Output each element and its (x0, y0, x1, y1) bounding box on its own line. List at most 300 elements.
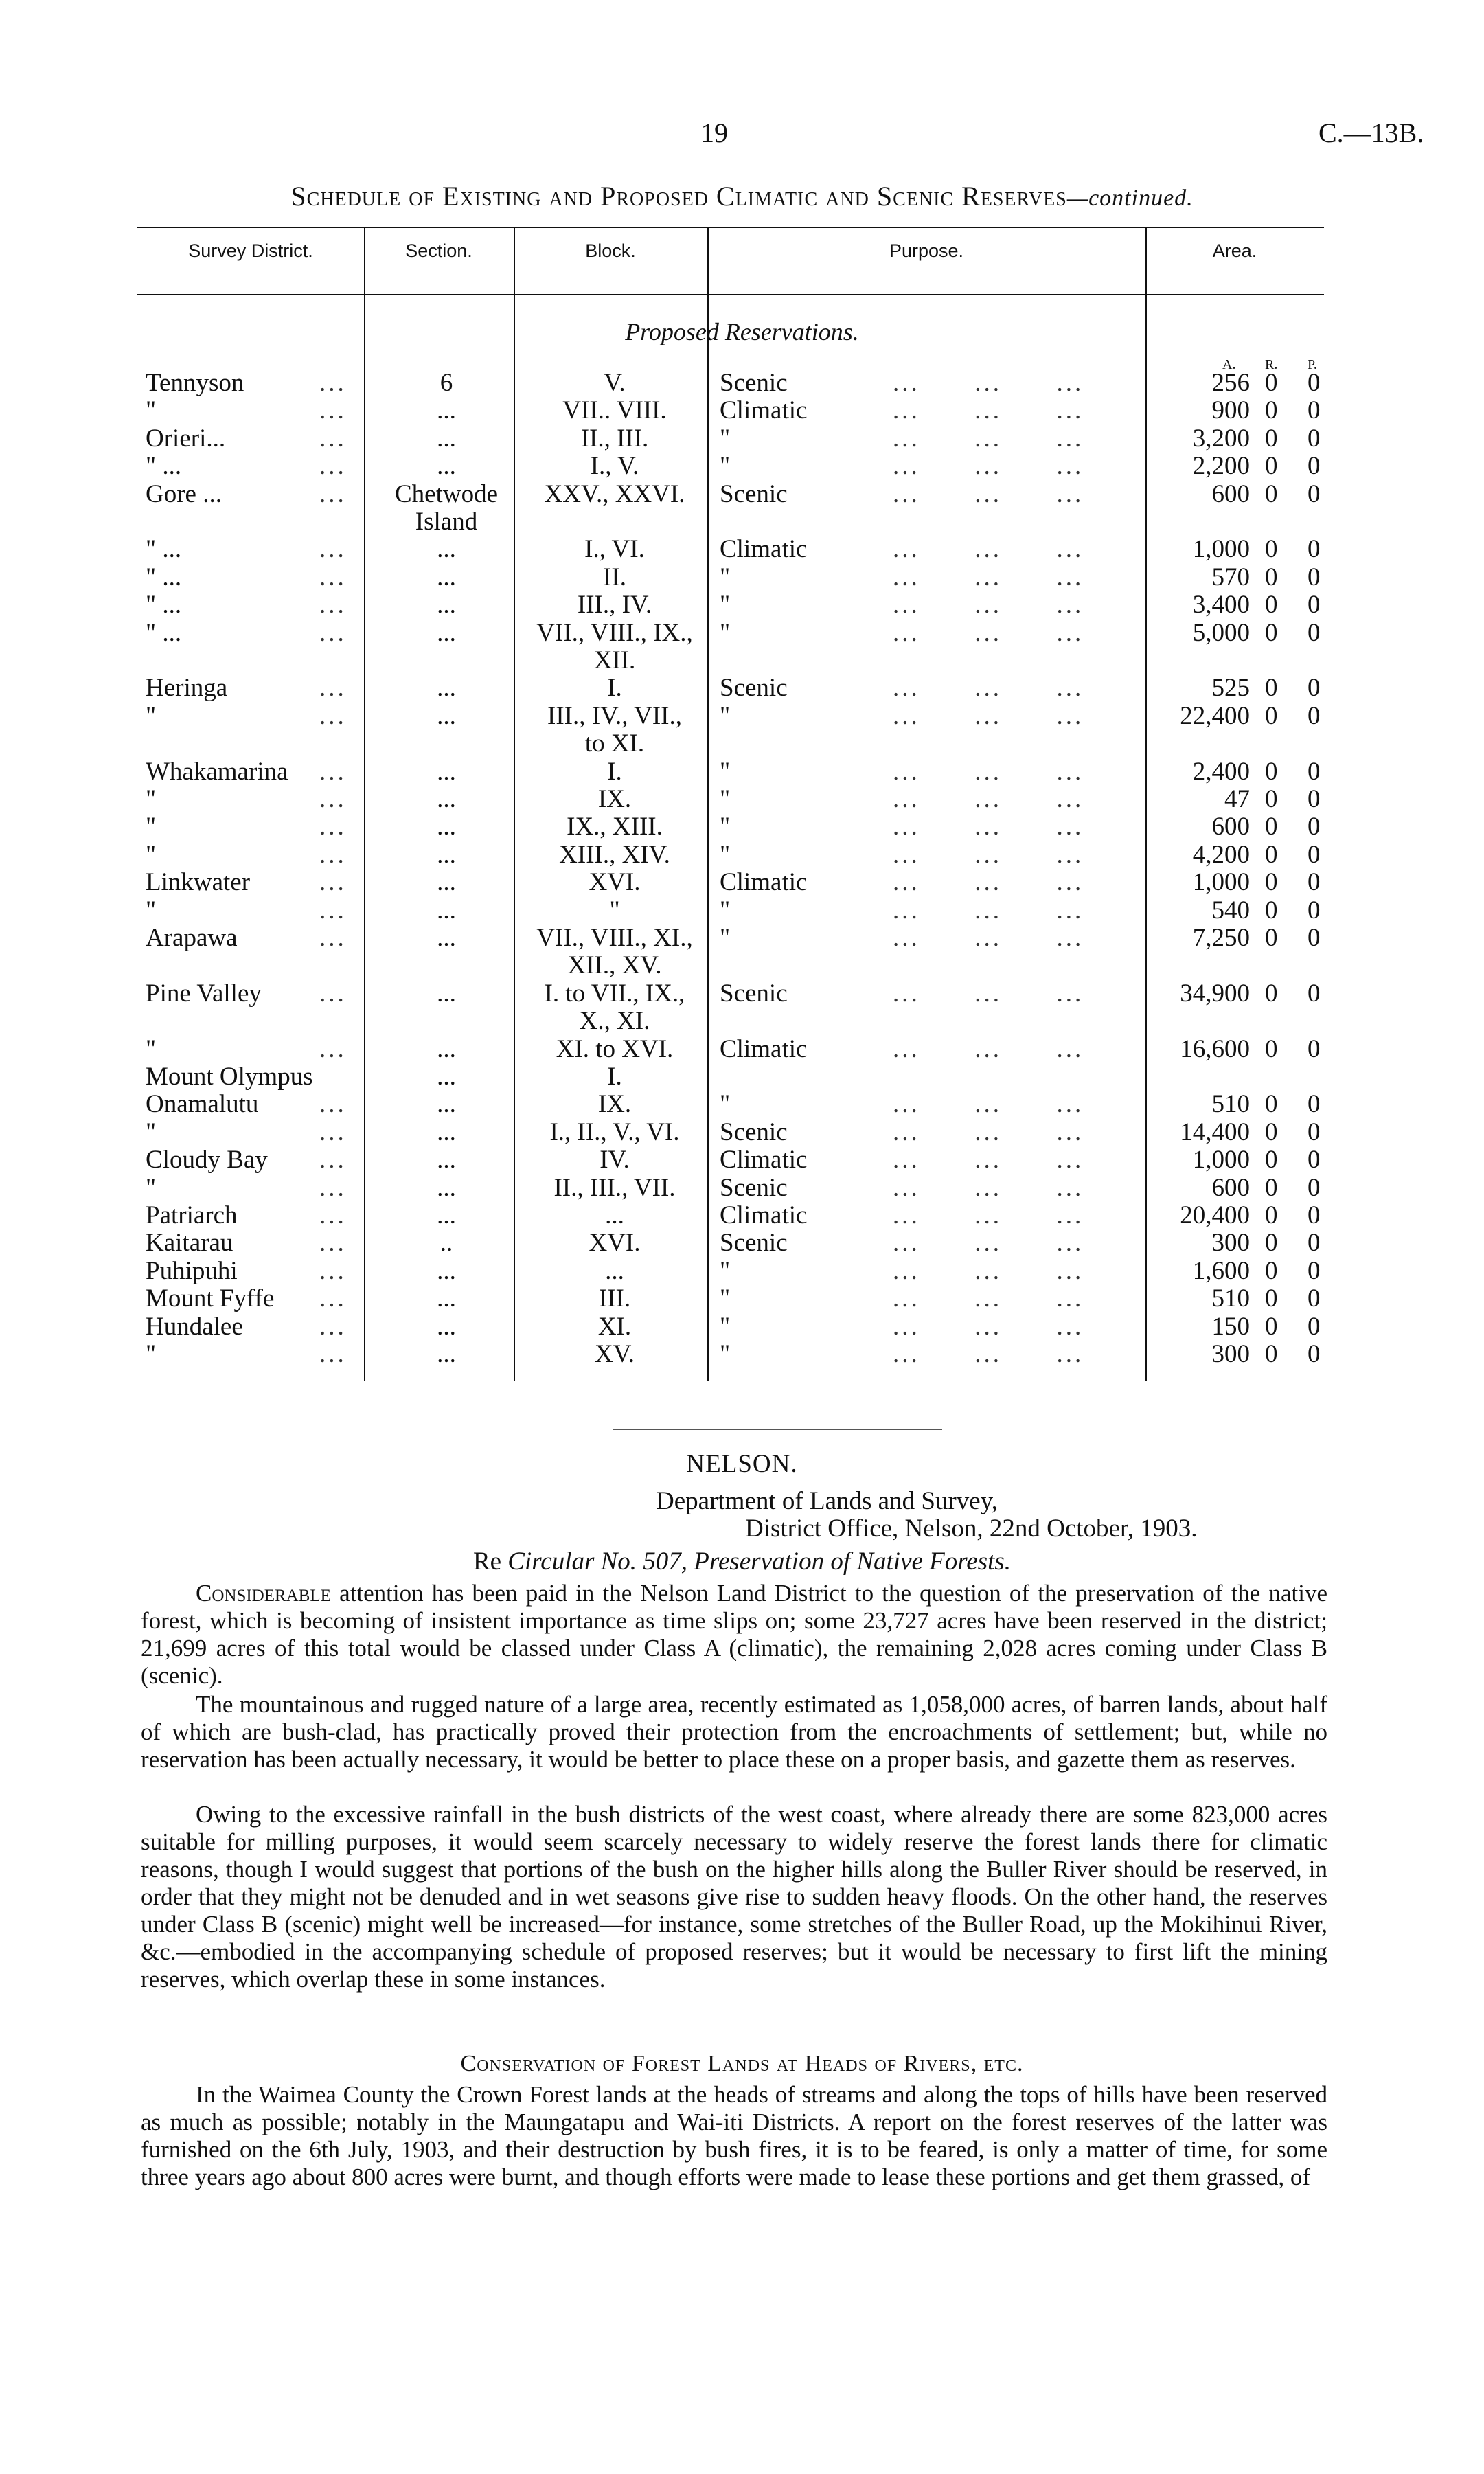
district-cell: Orieri... (146, 424, 226, 453)
purpose-leader-dots: ... ... ... (893, 452, 1084, 481)
block-cell: XXV., XXVI. (544, 479, 685, 508)
section-cell: ... (437, 896, 456, 924)
area-acres-cell: 1,000 (1192, 868, 1250, 897)
area-perches-cell: 0 (1308, 563, 1321, 591)
paragraph-1-lead: Considerable (196, 1580, 331, 1607)
area-perches-cell: 0 (1308, 701, 1321, 730)
area-roods-cell: 0 (1265, 757, 1278, 786)
area-roods-cell: 0 (1265, 896, 1278, 924)
district-leader-dots: ... (319, 1117, 347, 1146)
block-cell: VII., VIII., XI., (536, 924, 693, 952)
section-cell: ... (437, 1201, 456, 1229)
purpose-leader-dots: ... ... ... (893, 924, 1084, 952)
table-row (0, 1174, 1484, 1202)
section-cell: ... (437, 618, 456, 647)
area-roods-cell: 0 (1265, 979, 1278, 1008)
area-acres-cell: 1,000 (1192, 535, 1250, 564)
district-leader-dots: ... (319, 1312, 347, 1341)
area-perches-cell: 0 (1308, 813, 1321, 841)
area-acres-cell: 4,200 (1192, 840, 1250, 869)
district-cell: " ... (146, 535, 182, 564)
area-roods-cell: 0 (1265, 591, 1278, 620)
table-row (0, 1146, 1484, 1174)
table-row (0, 897, 1484, 924)
section-cell: ... (437, 396, 456, 425)
section-cell: ... (437, 1034, 456, 1063)
area-roods-cell: 0 (1265, 701, 1278, 730)
district-leader-dots: ... (319, 674, 347, 703)
area-roods-cell: 0 (1265, 1034, 1278, 1063)
district-cell: " ... (146, 591, 182, 620)
block-cell: I. (607, 1063, 622, 1091)
district-cell: Linkwater (146, 868, 251, 897)
district-cell: " ... (146, 452, 182, 481)
purpose-leader-dots: ... ... ... (893, 674, 1084, 703)
purpose-cell: " (720, 840, 731, 869)
table-row (0, 674, 1484, 702)
block-cell: II., III. (580, 424, 649, 453)
paragraph-3: Owing to the excessive rainfall in the bush districts of the west coast, where already there are some 823,000 acres suitable for milling purposes, it would seem scarcely necessary to widely reserve the forest lands there for climatic reasons, though I would suggest that portions of the bush on the higher hills along the Buller River should be reserved, in order that they might not be denuded and in wet seasons give rise to sudden heavy floods. On the other hand, the reserves under Class B (scenic) might well be increased—for instance, some stretches of the Buller Road, up the Mokihinui River, &c.—embodied in the accompanying schedule of proposed reserves; but it would be necessary to first lift the mining reserves, which overlap these in some instances. (141, 1801, 1327, 1993)
district-leader-dots: ... (319, 896, 347, 924)
district-cell: Patriarch (146, 1201, 238, 1229)
area-acres-cell: 14,400 (1180, 1117, 1250, 1146)
block-cell: V. (604, 369, 626, 397)
page-number: 19 (700, 117, 728, 148)
district-cell: Pine Valley (146, 979, 262, 1008)
purpose-cell: Scenic (720, 369, 788, 397)
table-row (0, 425, 1484, 453)
unit-roods: R. (1265, 357, 1278, 372)
block-cell: XI. (597, 1312, 632, 1341)
area-acres-cell: 7,250 (1192, 924, 1250, 952)
schedule-title-main: Schedule of Existing and Proposed Climatic and Scenic Reserves (290, 181, 1067, 212)
district-cell: " (146, 1034, 157, 1063)
purpose-leader-dots: ... ... ... (893, 785, 1084, 813)
block-cell: XI. to XVI. (556, 1034, 674, 1063)
table-row (0, 841, 1484, 869)
area-acres-cell: 256 (1211, 369, 1250, 397)
purpose-cell: Climatic (720, 1146, 808, 1174)
block-cell: XVI. (589, 868, 641, 897)
block-cell: " (609, 896, 620, 924)
section-cell: ... (437, 452, 456, 481)
area-roods-cell: 0 (1265, 535, 1278, 564)
area-roods-cell: 0 (1265, 868, 1278, 897)
area-acres-cell: 2,400 (1192, 757, 1250, 786)
area-perches-cell: 0 (1308, 424, 1321, 453)
area-acres-cell: 600 (1211, 813, 1250, 841)
area-roods-cell: 0 (1265, 479, 1278, 508)
district-cell: " (146, 785, 157, 813)
block-cell: III. (598, 1284, 631, 1313)
purpose-cell: " (720, 813, 731, 841)
block-cell: I. (607, 674, 622, 703)
purpose-leader-dots: ... ... ... (893, 1146, 1084, 1174)
purpose-cell: " (720, 757, 731, 786)
area-perches-cell: 0 (1308, 1146, 1321, 1174)
area-roods-cell: 0 (1265, 563, 1278, 591)
purpose-leader-dots: ... ... ... (893, 369, 1084, 397)
section-cell: ... (437, 563, 456, 591)
area-perches-cell: 0 (1308, 674, 1321, 703)
area-roods-cell: 0 (1265, 840, 1278, 869)
district-cell: " ... (146, 618, 182, 647)
purpose-leader-dots: ... ... ... (893, 840, 1084, 869)
table-row (0, 1063, 1484, 1091)
section-cell: Island (415, 508, 478, 536)
district-leader-dots: ... (319, 452, 347, 481)
purpose-cell: Scenic (720, 479, 788, 508)
purpose-leader-dots: ... ... ... (893, 1117, 1084, 1146)
district-cell: Puhipuhi (146, 1256, 238, 1285)
table-row (0, 508, 1484, 536)
block-cell: ... (605, 1256, 624, 1285)
table-row (0, 786, 1484, 813)
district-leader-dots: ... (319, 1340, 347, 1368)
district-leader-dots: ... (319, 1201, 347, 1229)
purpose-leader-dots: ... ... ... (893, 618, 1084, 647)
area-acres-cell: 510 (1211, 1090, 1250, 1119)
section-cell: ... (437, 840, 456, 869)
area-roods-cell: 0 (1265, 1256, 1278, 1285)
purpose-leader-dots: ... ... ... (893, 1284, 1084, 1313)
purpose-cell: " (720, 563, 731, 591)
area-perches-cell: 0 (1308, 785, 1321, 813)
area-perches-cell: 0 (1308, 479, 1321, 508)
table-row (0, 980, 1484, 1008)
area-acres-cell: 900 (1211, 396, 1250, 425)
purpose-leader-dots: ... ... ... (893, 701, 1084, 730)
block-cell: IV. (600, 1146, 630, 1174)
district-leader-dots: ... (319, 757, 347, 786)
area-acres-cell: 570 (1211, 563, 1250, 591)
paragraph-4: In the Waimea County the Crown Forest lands at the heads of streams and along the tops of hills have been reserved as much as possible; notably in the Maungatapu and Wai-iti Districts. A report on the forest reserves of the latter was furnished on the 6th July, 1903, and their destruction by bush fires, it is to be feared, is only a matter of time, for some three years ago about 800 acres were burnt, and though efforts were made to lease these portions and get them grassed, of (141, 2081, 1327, 2190)
area-perches-cell: 0 (1308, 924, 1321, 952)
area-perches-cell: 0 (1308, 1256, 1321, 1285)
table-row (0, 730, 1484, 758)
area-perches-cell: 0 (1308, 868, 1321, 897)
district-cell: " (146, 701, 157, 730)
district-leader-dots: ... (319, 1284, 347, 1313)
purpose-leader-dots: ... ... ... (893, 396, 1084, 425)
table-row (0, 564, 1484, 591)
area-roods-cell: 0 (1265, 396, 1278, 425)
purpose-leader-dots: ... ... ... (893, 868, 1084, 897)
area-perches-cell: 0 (1308, 452, 1321, 481)
district-cell: Kaitarau (146, 1229, 233, 1258)
area-acres-cell: 22,400 (1180, 701, 1250, 730)
area-perches-cell: 0 (1308, 1229, 1321, 1258)
area-perches-cell: 0 (1308, 979, 1321, 1008)
table-row (0, 1119, 1484, 1146)
purpose-cell: " (720, 424, 731, 453)
table-row (0, 1285, 1484, 1313)
table-row (0, 869, 1484, 896)
district-leader-dots: ... (319, 591, 347, 620)
district-cell: " (146, 1173, 157, 1202)
purpose-leader-dots: ... ... ... (893, 591, 1084, 620)
block-cell: XIII., XIV. (559, 840, 670, 869)
area-acres-cell: 16,600 (1180, 1034, 1250, 1063)
column-header-area: Area. (1212, 240, 1257, 261)
area-perches-cell: 0 (1308, 1117, 1321, 1146)
table-row (0, 924, 1484, 952)
district-leader-dots: ... (319, 1090, 347, 1119)
area-acres-cell: 5,000 (1192, 618, 1250, 647)
section-cell: ... (437, 1256, 456, 1285)
area-acres-cell: 2,200 (1192, 452, 1250, 481)
purpose-leader-dots: ... ... ... (893, 1229, 1084, 1258)
area-perches-cell: 0 (1308, 396, 1321, 425)
district-leader-dots: ... (319, 924, 347, 952)
block-cell: I. (607, 757, 622, 786)
area-perches-cell: 0 (1308, 1090, 1321, 1119)
section-cell: Chetwode (394, 479, 499, 508)
table-row (0, 1036, 1484, 1063)
circular-reference (0, 1547, 1484, 1576)
section-cell: ... (437, 1117, 456, 1146)
table-row (0, 453, 1484, 480)
district-cell: Arapawa (146, 924, 238, 952)
purpose-leader-dots: ... ... ... (893, 1201, 1084, 1229)
purpose-cell: " (720, 924, 731, 952)
purpose-leader-dots: ... ... ... (893, 813, 1084, 841)
table-row (0, 1258, 1484, 1285)
area-perches-cell: 0 (1308, 757, 1321, 786)
column-header-block: Block. (585, 240, 636, 261)
schedule-title (0, 180, 1484, 212)
area-acres-cell: 540 (1211, 896, 1250, 924)
district-leader-dots: ... (319, 563, 347, 591)
section-cell: ... (437, 674, 456, 703)
block-cell: X., XI. (579, 1007, 650, 1036)
district-leader-dots: ... (319, 979, 347, 1008)
area-roods-cell: 0 (1265, 1117, 1278, 1146)
district-cell: " (146, 396, 157, 425)
area-roods-cell: 0 (1265, 452, 1278, 481)
district-leader-dots: ... (319, 1173, 347, 1202)
area-perches-cell: 0 (1308, 591, 1321, 620)
district-leader-dots: ... (319, 1229, 347, 1258)
area-acres-cell: 1,600 (1192, 1256, 1250, 1285)
purpose-leader-dots: ... ... ... (893, 896, 1084, 924)
block-cell: IX. (597, 785, 632, 813)
block-cell: I., V. (590, 452, 639, 481)
purpose-cell: " (720, 1284, 731, 1313)
paragraph-1 (141, 1580, 1327, 1690)
column-header-purpose: Purpose. (889, 240, 964, 261)
table-row (0, 536, 1484, 563)
district-leader-dots: ... (319, 535, 347, 564)
district-cell: Hundalee (146, 1312, 243, 1341)
area-perches-cell: 0 (1308, 1201, 1321, 1229)
area-acres-cell: 600 (1211, 1173, 1250, 1202)
area-perches-cell: 0 (1308, 1034, 1321, 1063)
area-acres-cell: 3,400 (1192, 591, 1250, 620)
area-roods-cell: 0 (1265, 1312, 1278, 1341)
section-cell: ... (437, 1146, 456, 1174)
table-row (0, 591, 1484, 619)
table-row (0, 952, 1484, 979)
purpose-cell: Climatic (720, 396, 808, 425)
district-cell: Tennyson (146, 369, 244, 397)
section-cell: ... (437, 785, 456, 813)
table-row (0, 1229, 1484, 1257)
block-cell: III., IV. (577, 591, 652, 620)
section-cell: ... (437, 813, 456, 841)
area-roods-cell: 0 (1265, 1340, 1278, 1368)
block-cell: III., IV., VII., (547, 701, 682, 730)
block-cell: XVI. (589, 1229, 641, 1258)
district-office-line: District Office, Nelson, 22nd October, 1903. (745, 1514, 1198, 1543)
area-acres-cell: 1,000 (1192, 1146, 1250, 1174)
purpose-cell: Scenic (720, 1117, 788, 1146)
paragraph-1-text: attention has been paid in the Nelson Land District to the question of the preservation of the native forest, which is becoming of insistent importance as time slips on; some 23,727 acres have been reserved in the district; 21,699 acres of this total would be classed under Class A (climatic), the remaining 2,028 acres coming under Class B (scenic). (141, 1580, 1327, 1689)
area-perches-cell: 0 (1308, 618, 1321, 647)
area-perches-cell: 0 (1308, 1173, 1321, 1202)
purpose-leader-dots: ... ... ... (893, 424, 1084, 453)
purpose-cell: " (720, 618, 731, 647)
area-perches-cell: 0 (1308, 1284, 1321, 1313)
district-leader-dots: ... (319, 396, 347, 425)
purpose-leader-dots: ... ... ... (893, 563, 1084, 591)
table-row (0, 1313, 1484, 1341)
area-perches-cell: 0 (1308, 535, 1321, 564)
table-row (0, 703, 1484, 730)
unit-perches: P. (1308, 357, 1317, 372)
block-cell: XII., XV. (567, 951, 662, 980)
paragraph-2: The mountainous and rugged nature of a large area, recently estimated as 1,058,000 acres, of barren lands, about half of which are bush-clad, has practically proved their protection from the encroachments of settlement; but, while no reservation has been actually necessary, it would be better to place these on a proper basis, and gazette them as reserves. (141, 1691, 1327, 1773)
table-row (0, 620, 1484, 647)
section-cell: 6 (440, 369, 453, 397)
purpose-cell: Climatic (720, 1034, 808, 1063)
area-perches-cell: 0 (1308, 840, 1321, 869)
table-row (0, 370, 1484, 397)
area-roods-cell: 0 (1265, 369, 1278, 397)
district-leader-dots: ... (319, 618, 347, 647)
district-leader-dots: ... (319, 1034, 347, 1063)
purpose-cell: Scenic (720, 1229, 788, 1258)
column-header-section: Section. (405, 240, 472, 261)
district-leader-dots: ... (319, 785, 347, 813)
district-cell: " (146, 840, 157, 869)
area-acres-cell: 600 (1211, 479, 1250, 508)
block-cell: XV. (595, 1340, 635, 1368)
section-cell: ... (437, 1090, 456, 1119)
table-row (0, 813, 1484, 841)
table-row (0, 647, 1484, 674)
district-cell: Onamalutu (146, 1090, 259, 1119)
purpose-leader-dots: ... ... ... (893, 1312, 1084, 1341)
unit-acres: A. (1222, 357, 1236, 372)
block-cell: I., VI. (584, 535, 645, 564)
area-roods-cell: 0 (1265, 924, 1278, 952)
purpose-cell: Climatic (720, 1201, 808, 1229)
area-roods-cell: 0 (1265, 1229, 1278, 1258)
district-cell: Gore ... (146, 479, 222, 508)
area-perches-cell: 0 (1308, 1312, 1321, 1341)
district-cell: Heringa (146, 674, 228, 703)
purpose-cell: Scenic (720, 1173, 788, 1202)
area-acres-cell: 510 (1211, 1284, 1250, 1313)
proposed-reservations-heading: Proposed Reservations. (625, 318, 859, 345)
section-cell: ... (437, 979, 456, 1008)
circular-title: Circular No. 507, Preservation of Native Forests. (507, 1547, 1012, 1576)
district-cell: Mount Fyffe (146, 1284, 275, 1313)
purpose-cell: " (720, 591, 731, 620)
purpose-leader-dots: ... ... ... (893, 1173, 1084, 1202)
purpose-leader-dots: ... ... ... (893, 1340, 1084, 1368)
district-leader-dots: ... (319, 479, 347, 508)
section-cell: ... (437, 1173, 456, 1202)
table-row (0, 1341, 1484, 1368)
section-cell: ... (437, 424, 456, 453)
table-row (0, 1202, 1484, 1229)
purpose-leader-dots: ... ... ... (893, 757, 1084, 786)
purpose-cell: " (720, 785, 731, 813)
block-cell: I. to VII., IX., (544, 979, 685, 1008)
area-roods-cell: 0 (1265, 674, 1278, 703)
block-cell: VII.. VIII. (562, 396, 667, 425)
area-roods-cell: 0 (1265, 1146, 1278, 1174)
section-cell: ... (437, 757, 456, 786)
section-cell: ... (437, 1312, 456, 1341)
purpose-cell: " (720, 896, 731, 924)
district-leader-dots: ... (319, 868, 347, 897)
document-reference: C.—13B. (1319, 117, 1424, 148)
area-acres-cell: 3,200 (1192, 424, 1250, 453)
area-perches-cell: 0 (1308, 1340, 1321, 1368)
district-cell: Cloudy Bay (146, 1146, 268, 1174)
district-cell: " ... (146, 563, 182, 591)
purpose-cell: " (720, 1090, 731, 1119)
block-cell: to XI. (584, 729, 645, 758)
purpose-leader-dots: ... ... ... (893, 1090, 1084, 1119)
district-cell: " (146, 1117, 157, 1146)
purpose-leader-dots: ... ... ... (893, 1256, 1084, 1285)
area-acres-cell: 300 (1211, 1229, 1250, 1258)
section-cell: ... (437, 1063, 456, 1091)
block-cell: I., II., V., VI. (549, 1117, 680, 1146)
district-leader-dots: ... (319, 813, 347, 841)
purpose-cell: " (720, 701, 731, 730)
area-roods-cell: 0 (1265, 785, 1278, 813)
block-cell: ... (605, 1201, 624, 1229)
block-cell: IX., XIII. (567, 813, 663, 841)
district-cell: " (146, 813, 157, 841)
area-perches-cell: 0 (1308, 896, 1321, 924)
table-row (0, 758, 1484, 786)
district-leader-dots: ... (319, 701, 347, 730)
nelson-heading: NELSON. (686, 1450, 798, 1478)
purpose-cell: " (720, 1256, 731, 1285)
block-cell: XII. (593, 646, 636, 674)
district-cell: Mount Olympus (146, 1063, 313, 1091)
department-line: Department of Lands and Survey, (656, 1487, 998, 1515)
block-cell: II., III., VII. (553, 1173, 676, 1202)
purpose-leader-dots: ... ... ... (893, 479, 1084, 508)
area-roods-cell: 0 (1265, 1090, 1278, 1119)
district-leader-dots: ... (319, 840, 347, 869)
area-acres-cell: 20,400 (1180, 1201, 1250, 1229)
purpose-cell: " (720, 452, 731, 481)
section-cell: .. (440, 1229, 453, 1258)
table-row (0, 1008, 1484, 1035)
re-label: Re (472, 1547, 502, 1576)
district-cell: " (146, 896, 157, 924)
district-leader-dots: ... (319, 1146, 347, 1174)
area-perches-cell: 0 (1308, 369, 1321, 397)
